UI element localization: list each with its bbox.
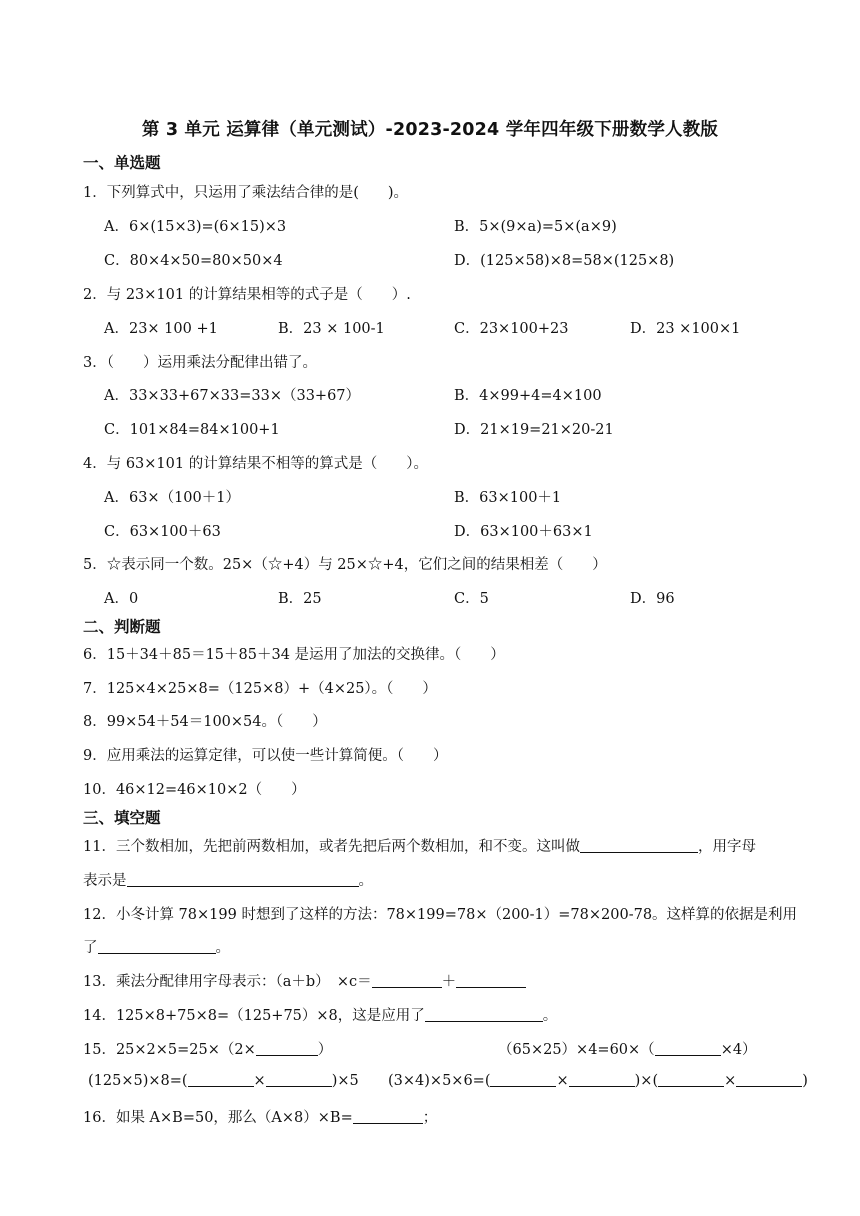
question-13 [83,970,526,991]
question-3-option-a[interactable]: A．33×33+67×33=33×（33+67） [104,388,361,404]
question-5-option-c[interactable]: C．5 [454,591,489,607]
section-heading-single-choice: 一、单选题 [83,154,161,172]
question-15-text-h: (3×4)×5×6=( [388,1073,491,1089]
question-15-blank-5[interactable] [490,1072,556,1087]
question-4-option-d[interactable]: D．63×100＋63×1 [454,524,593,540]
question-1-option-d[interactable]: D．(125×58)×8=58×(125×8) [454,253,675,269]
question-4-stem: 4．与 63×101 的计算结果不相等的算式是（ ）。 [83,456,428,472]
question-15-text-i: × [556,1073,569,1089]
question-13-blank-2[interactable] [456,973,526,988]
question-2-stem: 2．与 23×101 的计算结果相等的式子是（ ）. [83,287,411,303]
question-1-option-a[interactable]: A．6×(15×3)=(6×15)×3 [104,219,287,235]
question-11-line-2 [83,869,373,890]
question-11-text-2: ，用字母 [697,839,756,855]
question-7: 7．125×4×25×8=（125×8）+（4×25）。（ ） [83,681,437,697]
question-14-blank[interactable] [425,1007,543,1022]
question-15-part-2 [498,1038,757,1059]
question-3-option-c[interactable]: C．101×84=84×100+1 [104,422,280,438]
question-13-plus: ＋ [441,974,457,990]
question-12-line-2 [83,936,230,957]
question-3-option-b[interactable]: B．4×99+4=4×100 [454,388,602,404]
question-11-line-1 [83,835,756,856]
question-15-text-l: ) [802,1073,808,1089]
question-15-blank-3[interactable] [188,1072,254,1087]
question-5-option-d[interactable]: D．96 [630,591,675,607]
question-1-option-c[interactable]: C．80×4×50=80×50×4 [104,253,283,269]
question-15-part-1 [83,1038,332,1059]
question-15-text-f: × [253,1073,266,1089]
section-heading-true-false: 二、判断题 [83,618,161,636]
question-16 [83,1106,437,1127]
question-15-blank-6[interactable] [569,1072,635,1087]
question-16-text-2: ； [422,1110,438,1126]
question-2-option-c[interactable]: C．23×100+23 [454,321,569,337]
question-15-text-c: （65×25）×4=60×（ [498,1042,655,1058]
question-1-stem: 1．下列算式中，只运用了乘法结合律的是( )。 [83,185,409,201]
question-15-blank-8[interactable] [736,1072,802,1087]
question-15-text-g: )×5 [331,1073,359,1089]
question-11-blank-2[interactable] [127,872,359,887]
question-13-blank-1[interactable] [372,973,442,988]
question-12-text-2: 了 [83,940,98,956]
question-5-stem: 5．☆表示同一个数。25×（☆+4）与 25×☆+4，它们之间的结果相差（ ） [83,557,607,573]
question-2-option-d[interactable]: D．23 ×100×1 [630,321,741,337]
question-13-text: 13．乘法分配律用字母表示：（a＋b） ×c＝ [83,974,372,990]
question-14-text: 14．125×8+75×8=（125+75）×8，这是应用了 [83,1008,425,1024]
section-heading-fill-blank: 三、填空题 [83,809,161,827]
question-11-text: 11．三个数相加，先把前两数相加，或者先把后两个数相加，和不变。这叫做 [83,839,580,855]
page-title: 第 3 单元 运算律（单元测试）-2023-2024 学年四年级下册数学人教版 [141,120,719,140]
question-14 [83,1004,557,1025]
question-4-option-a[interactable]: A．63×（100＋1） [104,490,240,506]
question-11-text-4: 。 [358,873,373,889]
question-15-text-j: )×( [634,1073,659,1089]
question-12-blank[interactable] [98,939,216,954]
question-15-blank-7[interactable] [658,1072,724,1087]
question-5-option-a[interactable]: A．0 [104,591,139,607]
question-16-blank[interactable] [353,1109,423,1124]
question-15-text-k: × [724,1073,737,1089]
question-9: 9．应用乘法的运算定律，可以使一些计算简便。（ ） [83,748,448,764]
question-12-text-3: 。 [215,940,230,956]
question-2-option-a[interactable]: A．23× 100 +1 [104,321,218,337]
question-10: 10．46×12=46×10×2（ ） [83,782,306,798]
question-11-text-3: 表示是 [83,873,127,889]
question-15-part-4 [388,1072,808,1089]
question-15-text-d: ×4） [720,1042,757,1058]
question-15-text-a: 15．25×2×5=25×（2× [83,1042,256,1058]
question-12-line-1: 12．小冬计算 78×199 时想到了这样的方法：78×199=78×（200-1）=78×200-78。这样算的依据是利用 [83,907,798,923]
question-15-blank-1[interactable] [256,1041,318,1056]
question-4-option-c[interactable]: C．63×100＋63 [104,524,221,540]
question-11-blank-1[interactable] [580,838,698,853]
question-15-text-b: ） [317,1042,333,1058]
question-15-blank-2[interactable] [655,1041,721,1056]
question-4-option-b[interactable]: B．63×100＋1 [454,490,562,506]
question-14-text-2: 。 [542,1008,558,1024]
question-3-option-d[interactable]: D．21×19=21×20-21 [454,422,614,438]
question-3-stem: 3．（ ）运用乘法分配律出错了。 [83,355,317,371]
question-15-text-e: (125×5)×8=( [88,1073,188,1089]
question-16-text: 16．如果 A×B=50，那么（A×8）×B= [83,1110,353,1126]
question-15-part-3 [88,1072,359,1089]
question-5-option-b[interactable]: B．25 [278,591,322,607]
question-2-option-b[interactable]: B．23 × 100-1 [278,321,385,337]
question-8: 8．99×54＋54＝100×54。（ ） [83,714,327,730]
question-15-blank-4[interactable] [266,1072,332,1087]
question-1-option-b[interactable]: B．5×(9×a)=5×(a×9) [454,219,617,235]
question-6: 6．15＋34＋85＝15＋85＋34 是运用了加法的交换律。（ ） [83,647,505,663]
